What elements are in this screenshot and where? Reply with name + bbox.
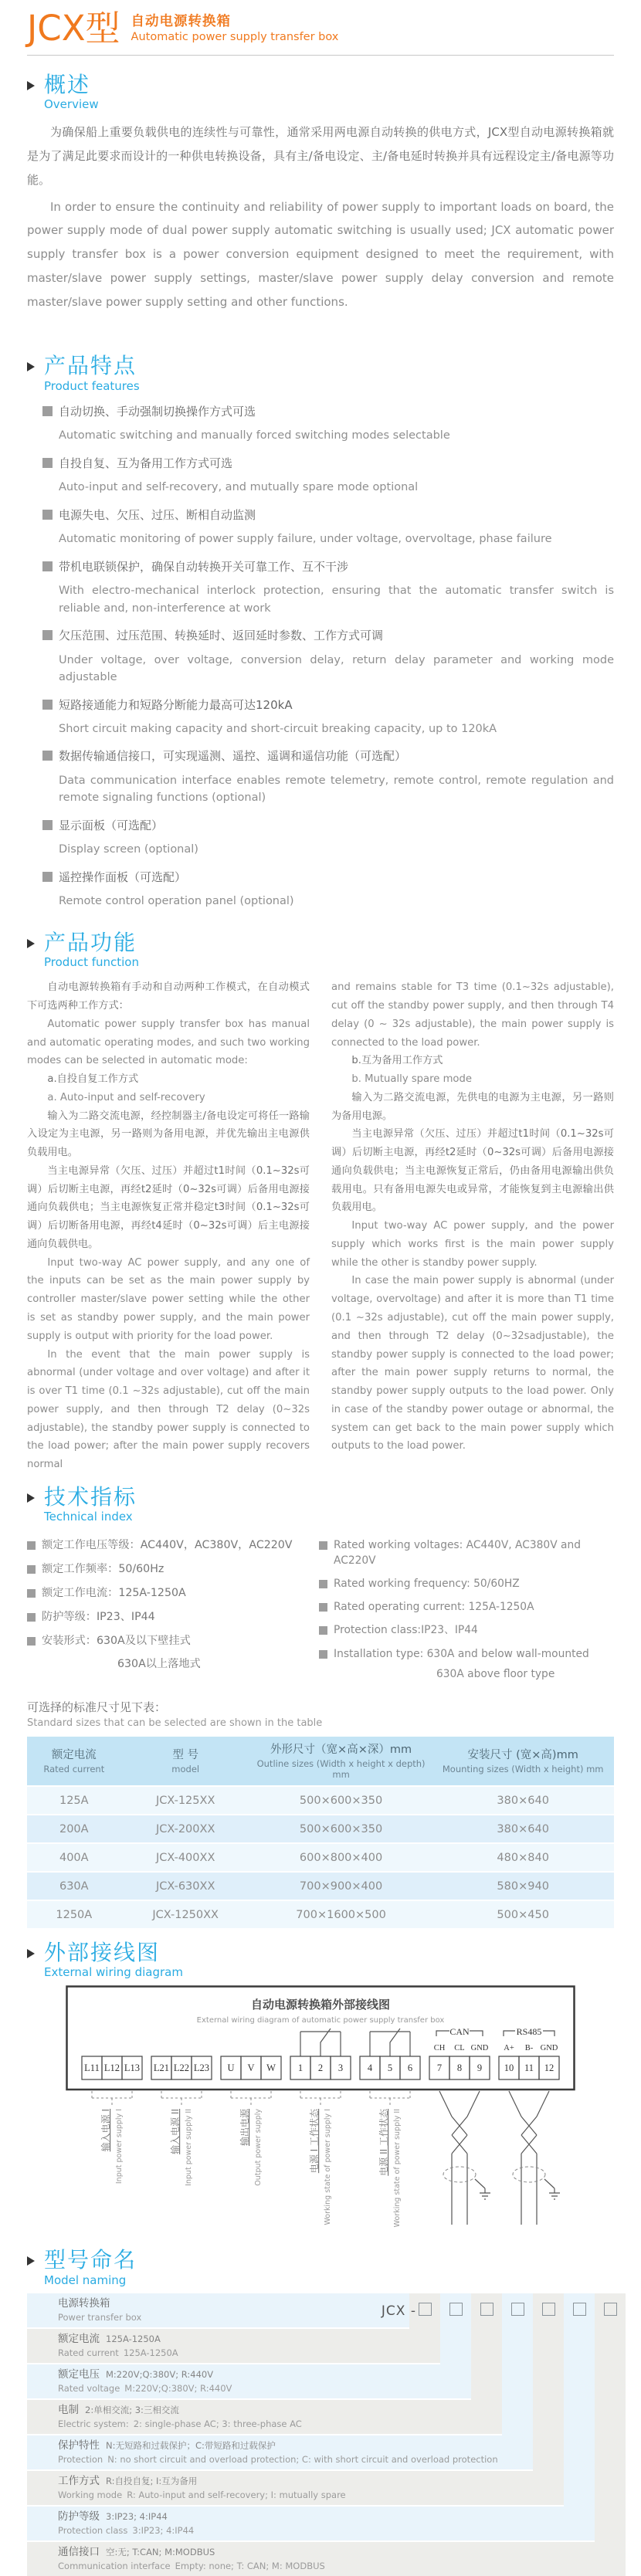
bullet-square-icon bbox=[319, 1541, 327, 1550]
bullet-square-icon bbox=[319, 1626, 327, 1635]
model-code-box bbox=[604, 2303, 617, 2316]
bullet-square-icon bbox=[27, 1565, 36, 1574]
features-title-cn: 产品特点 bbox=[44, 353, 137, 379]
naming-detail-cn: M:220V;Q:380V; R:440V bbox=[106, 2368, 214, 2380]
tech-item-text: Rated operating current: 125A-1250A bbox=[334, 1601, 534, 1614]
header-en: Mounting sizes (Width x height) mm bbox=[442, 1764, 604, 1775]
pin-label: CH bbox=[433, 2044, 446, 2053]
overview-title-en: Overview bbox=[44, 97, 99, 112]
cell-model: JCX-1250XX bbox=[121, 1900, 250, 1928]
feature-text-en: Auto-input and self-recovery, and mutually spare mode optional bbox=[59, 481, 419, 494]
bullet-square-icon bbox=[27, 1637, 36, 1646]
header-en: model bbox=[171, 1764, 200, 1775]
bullet-square-icon bbox=[42, 561, 53, 571]
group-bracket bbox=[161, 2091, 202, 2107]
group-bracket bbox=[92, 2091, 132, 2107]
cell-rated-current: 200A bbox=[27, 1815, 121, 1843]
naming-column-strip bbox=[595, 2293, 626, 2576]
tech-item-text: 额定工作电压等级：AC440V，AC380V，AC220V bbox=[42, 1539, 293, 1552]
function-columns bbox=[27, 978, 614, 1474]
terminal-label: 8 bbox=[456, 2062, 463, 2074]
function-paragraph: 自动电源转换箱有手动和自动两种工作模式，在自动模式下可选两种工作方式： bbox=[27, 981, 310, 1012]
naming-label-en: Protection bbox=[58, 2454, 103, 2466]
feature-text-cn: 显示面板（可选配） bbox=[59, 818, 164, 832]
cell-model: JCX-200XX bbox=[121, 1815, 250, 1843]
naming-detail-en: M:220V;Q:380V; R:440V bbox=[124, 2383, 232, 2395]
terminal-label: 1 bbox=[297, 2062, 304, 2074]
terminal-label: L23 bbox=[193, 2062, 210, 2074]
naming-label-cn: 通信接口 bbox=[58, 2545, 100, 2558]
feature-text-en: Remote control operation panel (optional) bbox=[59, 895, 294, 908]
bullet-square-icon bbox=[27, 1613, 36, 1622]
bullet-square-icon bbox=[319, 1580, 327, 1588]
feature-item bbox=[42, 869, 614, 886]
tech-item-extra: 630A above floor type bbox=[436, 1668, 555, 1681]
cell-rated-current: 630A bbox=[27, 1872, 121, 1900]
tech-title-cn: 技术指标 bbox=[44, 1483, 137, 1510]
section-wiring-title bbox=[27, 1940, 614, 1979]
naming-detail-cn: R:自投自复; I:互为备用 bbox=[106, 2475, 198, 2486]
tech-column-cn bbox=[27, 1530, 319, 1680]
feature-list bbox=[42, 403, 614, 910]
feature-item bbox=[42, 817, 614, 835]
column-header bbox=[27, 1737, 121, 1786]
naming-label-cn: 额定电压 bbox=[58, 2368, 100, 2381]
terminal-label: L21 bbox=[153, 2062, 170, 2074]
features-title-en: Product features bbox=[44, 378, 140, 393]
tech-item bbox=[319, 1647, 614, 1662]
section-marker-icon bbox=[27, 2256, 35, 2266]
cell-outline-size: 700×900×400 bbox=[250, 1872, 432, 1900]
tech-item bbox=[319, 1538, 614, 1568]
cell-model: JCX-630XX bbox=[121, 1872, 250, 1900]
wiring-box-title-en: External wiring diagram of automatic power supply transfer box bbox=[196, 2016, 445, 2025]
bullet-square-icon bbox=[27, 1589, 36, 1598]
overview-title-cn: 概述 bbox=[44, 72, 91, 97]
wiring-title-en: External wiring diagram bbox=[44, 1965, 183, 1980]
sizes-note-en: Standard sizes that can be selected are shown in the table bbox=[27, 1717, 323, 1730]
function-title-en: Product function bbox=[44, 955, 139, 970]
naming-label-en: Rated current bbox=[58, 2347, 119, 2359]
section-marker-icon bbox=[27, 1493, 35, 1503]
wiring-title-cn: 外部接线图 bbox=[44, 1940, 161, 1966]
terminal-label: 7 bbox=[436, 2062, 443, 2074]
naming-detail-cn: 3:IP23; 4:IP44 bbox=[106, 2510, 168, 2522]
standard-sizes-table bbox=[27, 1737, 614, 1928]
section-overview-title bbox=[27, 73, 614, 111]
group-bracket bbox=[231, 2091, 271, 2107]
naming-label-cn: 工作方式 bbox=[58, 2474, 100, 2487]
overview-paragraph-cn: 为确保船上重要负载供电的连续性与可靠性，通常采用两电源自动转换的供电方式，JCX型自动电源转换箱就是为了满足此要求而设计的一种供电转换设备，具有主/备电设定、主/备电延时转换并具有远程设定主/备电源等功能。 bbox=[27, 125, 614, 187]
model-code-box bbox=[542, 2303, 555, 2316]
group-label-en: Working state of power supply I bbox=[324, 2109, 332, 2225]
tech-item-extra: 630A以上落地式 bbox=[117, 1657, 201, 1670]
cell-rated-current: 125A bbox=[27, 1786, 121, 1815]
naming-detail-cn: N:无短路和过载保护；C:带短路和过载保护 bbox=[106, 2439, 276, 2451]
section-tech-title bbox=[27, 1485, 614, 1524]
tech-item bbox=[27, 1610, 319, 1625]
switch-symbol-icon bbox=[300, 2029, 341, 2056]
cell-outline-size: 600×800×400 bbox=[250, 1843, 432, 1872]
terminal-label: W bbox=[266, 2062, 276, 2074]
tech-item bbox=[319, 1623, 614, 1638]
function-paragraph: a. Auto-input and self-recovery bbox=[47, 1091, 205, 1103]
function-paragraph: 当主电源异常（欠压、过压）并超过t1时间（0.1~32s可调）后切断主电源，再经t2延时（0~32s可调）后备用电源接通向负载供电；当主电源恢复正常后，仍由备用电源输出供负载用电。只有备用电源失电或异常，才能恢复到主电源输出供负载用电。 bbox=[331, 1128, 614, 1214]
function-paragraph: Automatic power supply transfer box has manual and automatic operating modes, and such two working modes can be selected in automatic mode: bbox=[27, 1018, 310, 1067]
terminal-label: 11 bbox=[524, 2062, 534, 2074]
cell-mounting-size: 380×640 bbox=[432, 1786, 614, 1815]
bullet-square-icon bbox=[42, 458, 53, 468]
header-cn: 外形尺寸（宽×高×深）mm bbox=[270, 1744, 412, 1757]
cell-rated-current: 1250A bbox=[27, 1900, 121, 1928]
switch-symbol-icon bbox=[370, 2029, 410, 2056]
naming-row bbox=[27, 2400, 502, 2434]
model-name: JCX型 bbox=[27, 8, 120, 49]
naming-row bbox=[27, 2364, 471, 2398]
naming-row bbox=[27, 2471, 564, 2505]
table-header-row bbox=[27, 1737, 614, 1786]
pin-label: GND bbox=[470, 2044, 489, 2053]
cell-outline-size: 500×600×350 bbox=[250, 1786, 432, 1815]
feature-item bbox=[42, 507, 614, 524]
feature-text-cn: 自投自复、互为备用工作方式可选 bbox=[59, 456, 233, 470]
group-label-cn: 电源 I 工作状态 bbox=[309, 2109, 320, 2174]
tech-title-en: Technical index bbox=[44, 1510, 133, 1524]
twisted-pair-cable-icon bbox=[509, 2091, 560, 2225]
terminal-label: 12 bbox=[544, 2062, 555, 2074]
naming-detail-cn: 125A-1250A bbox=[106, 2333, 161, 2344]
section-naming-title bbox=[27, 2248, 614, 2286]
model-prefix: JCX - bbox=[381, 2303, 416, 2319]
feature-text-en: Data communication interface enables remote telemetry, remote control, remote regulation and remote signaling functions (optional) bbox=[59, 774, 614, 805]
feature-item bbox=[42, 697, 614, 714]
tech-item bbox=[27, 1586, 319, 1602]
feature-text-cn: 带机电联锁保护，确保自动转换开关可靠工作、互不干涉 bbox=[59, 559, 349, 574]
naming-label-en: Electric system: bbox=[58, 2418, 129, 2430]
cell-mounting-size: 500×450 bbox=[432, 1900, 614, 1928]
bullet-square-icon bbox=[42, 406, 53, 416]
tech-columns bbox=[27, 1530, 614, 1680]
feature-text-en: Under voltage, over voltage, conversion delay, return delay parameter and working mode adjustable bbox=[59, 653, 614, 684]
function-paragraph: b.互为备用工作方式 bbox=[351, 1055, 443, 1067]
naming-label-en: Protection class bbox=[58, 2525, 128, 2537]
function-paragraph: and remains stable for T3 time (0.1~32s adjustable), cut off the standby power supply, and then through T4 delay (0 ~ 32s adjustable), the main power supply is connected to the load power. bbox=[331, 981, 614, 1049]
naming-label-cn: 电源转换箱 bbox=[58, 2296, 110, 2310]
function-title-cn: 产品功能 bbox=[44, 929, 137, 955]
header-cn: 型 号 bbox=[172, 1749, 198, 1762]
overview-paragraph-en: In order to ensure the continuity and reliability of power supply to important loads on board, the power supply mode of dual power supply automatic switching is usually used; JCX automatic power supply transfer box is a power conversion equipment designed to meet the requirement, with master/slave power supply settings, master/slave power supply delay conversion and remote master/slave power supply setting and other functions. bbox=[27, 199, 614, 309]
tech-item bbox=[27, 1538, 319, 1554]
page-header bbox=[0, 0, 641, 49]
bullet-square-icon bbox=[42, 630, 53, 640]
naming-detail-en: Empty: none; T: CAN; M: MODBUS bbox=[175, 2561, 325, 2572]
cell-outline-size: 500×600×350 bbox=[250, 1815, 432, 1843]
bullet-square-icon bbox=[319, 1603, 327, 1612]
model-code-box bbox=[419, 2303, 432, 2316]
naming-detail-en: N: no short circuit and overload protection; C: with short circuit and overload protection bbox=[107, 2454, 498, 2466]
tech-item-text: 安装形式：630A及以下壁挂式 bbox=[42, 1634, 191, 1647]
model-naming-diagram bbox=[27, 2293, 639, 2576]
function-column-left bbox=[27, 978, 310, 1474]
group-bracket bbox=[300, 2091, 341, 2107]
bullet-square-icon bbox=[27, 1541, 36, 1550]
naming-detail-cn: 空:无; T:CAN; M:MODBUS bbox=[106, 2546, 215, 2557]
group-label-cn: 输入电源 II bbox=[170, 2109, 181, 2155]
naming-label-en: Rated voltage bbox=[58, 2383, 120, 2395]
naming-title-cn: 型号命名 bbox=[44, 2247, 137, 2273]
terminal-label: L11 bbox=[84, 2062, 100, 2074]
tech-item bbox=[27, 1562, 319, 1578]
naming-label-cn: 保护特性 bbox=[58, 2439, 100, 2452]
terminal-label: U bbox=[227, 2062, 235, 2074]
group-label-cn: 输入电源 I bbox=[100, 2109, 111, 2152]
feature-text-en: Display screen (optional) bbox=[59, 843, 198, 856]
header-en: Rated current bbox=[43, 1764, 105, 1775]
model-code-box bbox=[449, 2303, 463, 2316]
wiring-diagram-svg bbox=[66, 1985, 575, 2242]
naming-label-cn: 电制 bbox=[58, 2403, 79, 2416]
bullet-square-icon bbox=[42, 872, 53, 882]
cell-mounting-size: 480×840 bbox=[432, 1843, 614, 1872]
naming-detail-en: R: Auto-input and self-recovery; I: mutually spare bbox=[127, 2490, 346, 2501]
terminal-label: L13 bbox=[124, 2062, 141, 2074]
naming-detail-en: 3:IP23; 4:IP44 bbox=[132, 2525, 195, 2537]
function-paragraph: a.自投自复工作方式 bbox=[47, 1073, 139, 1086]
feature-text-en: With electro-mechanical interlock protection, ensuring that the automatic transfer switch is reliable and, non-interference at work bbox=[59, 585, 614, 615]
table-row bbox=[27, 1872, 614, 1900]
table-row bbox=[27, 1786, 614, 1815]
cell-model: JCX-125XX bbox=[121, 1786, 250, 1815]
table-row bbox=[27, 1843, 614, 1872]
feature-text-cn: 欠压范围、过压范围、转换延时、返回延时参数、工作方式可调 bbox=[59, 629, 384, 643]
function-paragraph: b. Mutually spare mode bbox=[351, 1073, 472, 1086]
tech-item-text: 额定工作电流：125A-1250A bbox=[42, 1586, 186, 1599]
naming-label-en: Working mode bbox=[58, 2490, 123, 2501]
function-paragraph: Input two-way AC power supply, and any one of the inputs can be set as the main power supply by controller master/slave power setting while the other is set as standby power supply, and the main power supply is output with priority for the load power. bbox=[27, 1256, 310, 1342]
column-header bbox=[250, 1737, 432, 1786]
feature-item bbox=[42, 747, 614, 765]
naming-detail-en: 2: single-phase AC; 3: three-phase AC bbox=[133, 2418, 302, 2430]
tech-item-text: Rated working frequency: 50/60HZ bbox=[334, 1577, 520, 1590]
column-header bbox=[121, 1737, 250, 1786]
terminal-label: 3 bbox=[337, 2062, 344, 2074]
cell-model: JCX-400XX bbox=[121, 1843, 250, 1872]
terminal-label: 10 bbox=[504, 2062, 514, 2074]
pin-label: A+ bbox=[504, 2044, 514, 2053]
naming-row bbox=[27, 2435, 533, 2469]
wiring-box-title-cn: 自动电源转换箱外部接线图 bbox=[250, 1998, 391, 2012]
group-label-en: Input power supply I bbox=[115, 2109, 124, 2185]
feature-text-cn: 数据传输通信接口，可实现遥测、遥控、遥调和遥信功能（可选配） bbox=[59, 749, 407, 764]
model-code-box bbox=[511, 2303, 524, 2316]
group-label-en: Input power supply II bbox=[185, 2109, 193, 2187]
naming-title-en: Model naming bbox=[44, 2273, 127, 2287]
table-row bbox=[27, 1815, 614, 1843]
tech-column-en bbox=[319, 1530, 614, 1680]
group-label-en: Working state of power supply II bbox=[393, 2109, 402, 2228]
naming-row bbox=[27, 2507, 595, 2540]
group-bracket bbox=[370, 2091, 410, 2107]
bullet-square-icon bbox=[42, 751, 53, 761]
feature-text-cn: 自动切换、手动强制切换操作方式可选 bbox=[59, 404, 256, 419]
function-paragraph: Input two-way AC power supply, and the power supply which works first is the main power supply while the other is standby power supply. bbox=[331, 1220, 614, 1269]
wiring-diagram bbox=[66, 1985, 575, 2245]
naming-label-cn: 防护等级 bbox=[58, 2510, 100, 2523]
naming-detail-en: 125A-1250A bbox=[123, 2347, 178, 2359]
rs485-label: RS485 bbox=[516, 2026, 542, 2038]
terminal-label: L22 bbox=[173, 2062, 190, 2074]
pin-label: GND bbox=[540, 2044, 558, 2053]
feature-item bbox=[42, 627, 614, 645]
feature-item bbox=[42, 455, 614, 473]
feature-text-cn: 短路接通能力和短路分断能力最高可达120kA bbox=[59, 697, 293, 712]
tech-item bbox=[319, 1577, 614, 1591]
bullet-square-icon bbox=[42, 820, 53, 830]
group-label-cn: 电源 II 工作状态 bbox=[378, 2109, 389, 2177]
bullet-square-icon bbox=[42, 510, 53, 520]
tech-item-text: 防护等级：IP23、IP44 bbox=[42, 1610, 155, 1623]
sizes-note-cn: 可选择的标准尺寸见下表： bbox=[27, 1700, 167, 1715]
terminal-label: 6 bbox=[407, 2062, 413, 2074]
function-paragraph: 输入为二路交流电源，经控制器主/备电设定可将任一路输入设定为主电源，另一路则为备用电源，并优先输出主电源供负载用电。 bbox=[27, 1110, 310, 1159]
feature-text-en: Short circuit making capacity and short-circuit breaking capacity, up to 120kA bbox=[59, 723, 497, 735]
section-features-title bbox=[27, 354, 614, 392]
tech-item-text: Installation type: 630A and below wall-mounted bbox=[334, 1647, 589, 1660]
naming-row bbox=[27, 2542, 626, 2576]
product-name-cn: 自动电源转换箱 bbox=[131, 14, 232, 29]
column-header bbox=[432, 1737, 614, 1786]
cell-mounting-size: 580×940 bbox=[432, 1872, 614, 1900]
naming-label-en: Power transfer box bbox=[58, 2312, 142, 2323]
function-paragraph: 当主电源异常（欠压、过压）并超过t1时间（0.1~32s可调）后切断主电源，再经t2延时（0~32s可调）后备用电源接通向负载供电；当主电源恢复正常并稳定t3时间（0.1~32s可调）后切断备用电源，再经t4延时（0~32s可调）后主电源接通向负载供电。 bbox=[27, 1164, 310, 1250]
pin-label: B- bbox=[524, 2044, 534, 2053]
bullet-square-icon bbox=[42, 700, 53, 710]
feature-text-cn: 电源失电、欠压、过压、断相自动监测 bbox=[59, 507, 256, 522]
section-marker-icon bbox=[27, 1949, 35, 1958]
header-cn: 安装尺寸 (宽×高)mm bbox=[467, 1749, 578, 1762]
naming-column-strip bbox=[564, 2293, 595, 2540]
header-cn: 额定电流 bbox=[51, 1749, 97, 1762]
model-code-box bbox=[480, 2303, 493, 2316]
naming-label-cn: 额定电流 bbox=[58, 2332, 100, 2345]
pin-label: CL bbox=[454, 2044, 465, 2053]
cell-rated-current: 400A bbox=[27, 1843, 121, 1872]
function-column-right bbox=[331, 978, 614, 1474]
product-name-block bbox=[131, 11, 339, 46]
bullet-square-icon bbox=[319, 1650, 327, 1659]
tech-item bbox=[319, 1600, 614, 1615]
feature-text-en: Automatic switching and manually forced switching modes selectable bbox=[59, 429, 450, 442]
can-label: CAN bbox=[449, 2026, 470, 2038]
section-marker-icon bbox=[27, 81, 35, 90]
naming-detail-cn: 2:单相交流; 3:三相交流 bbox=[85, 2404, 179, 2415]
group-label-cn: 输出电源 bbox=[239, 2109, 250, 2147]
cell-outline-size: 700×1600×500 bbox=[250, 1900, 432, 1928]
feature-text-en: Automatic monitoring of power supply failure, under voltage, overvoltage, phase failure bbox=[59, 533, 552, 546]
tech-item bbox=[27, 1634, 319, 1649]
naming-row bbox=[27, 2329, 440, 2363]
header-en: Outline sizes (Width x height x depth) mm bbox=[256, 1758, 426, 1781]
terminal-label: 5 bbox=[387, 2062, 393, 2074]
terminal-label: V bbox=[247, 2062, 255, 2074]
feature-item bbox=[42, 403, 614, 421]
product-name-en: Automatic power supply transfer box bbox=[131, 31, 339, 43]
header-divider bbox=[27, 55, 614, 56]
section-marker-icon bbox=[27, 939, 35, 948]
terminal-label: 4 bbox=[367, 2062, 373, 2074]
feature-item bbox=[42, 558, 614, 576]
section-marker-icon bbox=[27, 362, 35, 371]
cell-mounting-size: 380×640 bbox=[432, 1815, 614, 1843]
terminal-label: L12 bbox=[103, 2062, 120, 2074]
terminal-label: 9 bbox=[477, 2062, 483, 2074]
group-label-en: Output power supply bbox=[254, 2109, 263, 2187]
function-paragraph: 输入为二路交流电源，先供电的电源为主电源，另一路则为备用电源。 bbox=[331, 1091, 614, 1122]
terminal-label: 2 bbox=[317, 2062, 324, 2074]
feature-text-cn: 遥控操作面板（可选配） bbox=[59, 869, 187, 884]
twisted-pair-cable-icon bbox=[439, 2091, 490, 2225]
model-code-box bbox=[573, 2303, 586, 2316]
section-function-title bbox=[27, 930, 614, 969]
function-paragraph: In case the main power supply is abnormal (under voltage, overvoltage) and after it is more than T1 time (0.1 ~32s adjustable), cut off the main power supply, and then through T2 delay (0~32sadjustable), the standby power supply is connected to the load power; after the main power supply returns to normal, the standby power supply outputs to the load power. Only in case of the standby power outage or abnormal, the system can get back to the main power supply which outputs to the load power. bbox=[331, 1275, 614, 1452]
tech-item-text: 额定工作频率：50/60Hz bbox=[42, 1563, 164, 1576]
table-row bbox=[27, 1900, 614, 1928]
tech-item-text: Protection class:IP23、IP44 bbox=[334, 1624, 478, 1637]
naming-label-en: Communication interface bbox=[58, 2561, 171, 2572]
tech-item-text: Rated working voltages: AC440V, AC380V and AC220V bbox=[334, 1539, 581, 1567]
function-paragraph: In the event that the main power supply is abnormal (under voltage and over voltage) and after it is over T1 time (0.1 ~32s adjustable), cut off the main power supply, and then through T2 delay (0~32s adjustable), the standby power supply is connected to the load power; after the main power supply recovers normal bbox=[27, 1348, 310, 1471]
